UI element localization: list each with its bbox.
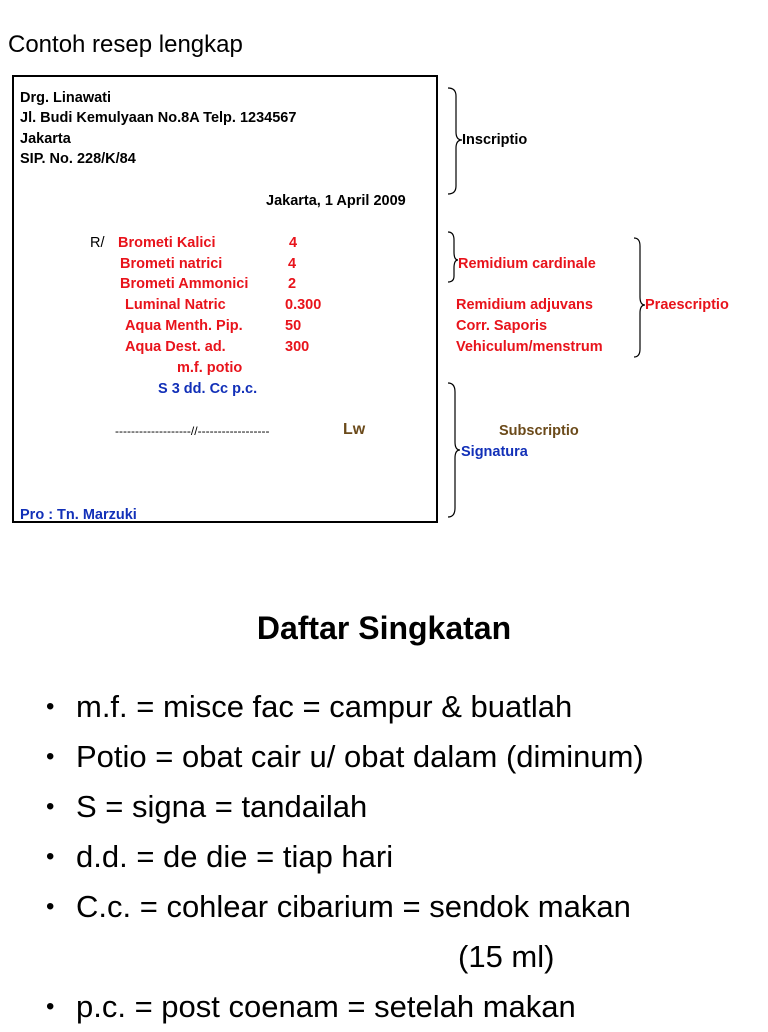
ingredient-name: Brometi natrici <box>120 256 223 272</box>
abbreviations-title: Daftar Singkatan <box>256 610 512 646</box>
brace-remidium-cardinale <box>448 232 458 282</box>
label-corr-saporis: Corr. Saporis <box>456 318 548 334</box>
list-item: • m.f. = misce fac = campur & buatlah <box>46 682 644 732</box>
ingredient-name: Luminal Natric <box>125 297 226 313</box>
brace-praescriptio <box>634 238 645 357</box>
rx-symbol: R/ <box>90 235 105 251</box>
instruction-make: m.f. potio <box>177 360 243 376</box>
page-heading: Contoh resep lengkap <box>8 31 243 58</box>
patient-name: Pro : Tn. Marzuki <box>20 507 137 523</box>
brace-inscriptio <box>448 88 462 194</box>
signature-line: -------------------//------------------ <box>115 424 270 438</box>
label-vehiculum: Vehiculum/menstrum <box>456 339 603 355</box>
list-item: • Potio = obat cair u/ obat dalam (diminum) <box>46 732 644 782</box>
ingredient-qty: 50 <box>285 318 302 334</box>
label-signatura: Signatura <box>461 444 528 460</box>
bullet-icon: • <box>46 993 55 1020</box>
ingredient-name: Aqua Menth. Pip. <box>125 318 243 334</box>
doctor-address: Jl. Budi Kemulyaan No.8A Telp. 1234567 <box>20 110 297 126</box>
ingredient-name: Brometi Kalici <box>118 235 216 251</box>
ingredient-qty: 0.300 <box>285 297 322 313</box>
ingredient-qty: 4 <box>289 235 298 251</box>
bullet-icon: • <box>46 693 55 720</box>
label-praescriptio: Praescriptio <box>645 297 729 313</box>
list-item: • p.c. = post coenam = setelah makan <box>46 982 644 1032</box>
doctor-license: SIP. No. 228/K/84 <box>20 151 136 167</box>
prescription-date: Jakarta, 1 April 2009 <box>266 193 406 209</box>
ingredient-name: Brometi Ammonici <box>120 276 249 292</box>
ingredient-qty: 300 <box>285 339 310 355</box>
label-inscriptio: Inscriptio <box>462 132 528 148</box>
signa-instruction: S 3 dd. Cc p.c. <box>158 381 258 397</box>
bullet-icon: • <box>46 793 55 820</box>
ingredient-qty: 4 <box>288 256 297 272</box>
bullet-icon: • <box>46 843 55 870</box>
list-item: • S = signa = tandailah <box>46 782 644 832</box>
bullet-icon: • <box>46 893 55 920</box>
ingredient-qty: 2 <box>288 276 297 292</box>
list-item: • C.c. = cohlear cibarium = sendok makan <box>46 882 644 932</box>
brace-signatura <box>448 383 460 517</box>
label-subscriptio: Subscriptio <box>499 423 579 439</box>
signature-initial: Lw <box>343 421 366 438</box>
list-item: • d.d. = de die = tiap hari <box>46 832 644 882</box>
label-remidium-cardinale: Remidium cardinale <box>458 256 596 272</box>
doctor-name: Drg. Linawati <box>20 90 112 106</box>
bullet-icon: • <box>46 743 55 770</box>
doctor-city: Jakarta <box>20 131 71 147</box>
ingredient-name: Aqua Dest. ad. <box>125 339 226 355</box>
label-remidium-adjuvans: Remidium adjuvans <box>456 297 593 313</box>
list-item-continuation: (15 ml) <box>458 939 555 974</box>
